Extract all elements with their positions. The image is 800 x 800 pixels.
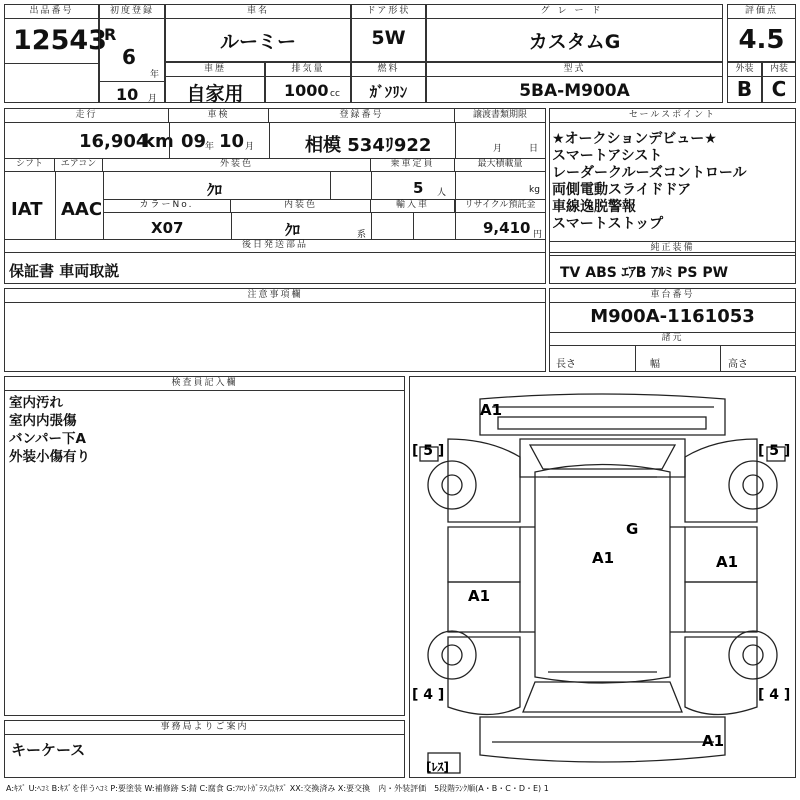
reg-number-label: 登録番号 [269, 109, 455, 123]
car-outline [410, 377, 795, 777]
sales-points-list [552, 131, 747, 233]
inspector-note: 室内汚れ [9, 395, 63, 411]
office-label: 事務局よりご案内 [5, 721, 404, 735]
displacement-box [265, 62, 351, 103]
inspection-month-unit: 月 [245, 142, 255, 152]
length-label: 長さ [556, 359, 576, 370]
model-box [426, 62, 723, 103]
inspection-year-unit: 年 [205, 142, 215, 152]
import-label: 輸入車 [371, 199, 455, 213]
max-load-label: 最大積載量 [455, 158, 545, 172]
later-parts: 保証書 車両取説 [9, 262, 120, 280]
history-label: 車歴 [166, 63, 264, 77]
year-unit: 年 [150, 70, 160, 80]
first-registration-box [99, 4, 165, 103]
door-box [351, 4, 426, 62]
exterior-label: 外装 [728, 63, 761, 77]
capacity: 5 [413, 179, 424, 197]
inspection-year: 09 [181, 131, 207, 152]
recycle-label: リサイクル預託金 [455, 199, 545, 213]
ac-label: エアコン [55, 158, 103, 172]
interior-color: ｸﾛ [285, 221, 301, 239]
sales-point-item: スマートストップ [552, 216, 664, 232]
interior-color-label: 内装色 [231, 199, 371, 213]
exterior-grade: B [736, 77, 753, 101]
equipment-box [549, 241, 796, 284]
displacement-label: 排気量 [266, 63, 350, 77]
shift-label: シフト [5, 158, 55, 172]
tire-front-left: [ 5 ] [412, 443, 445, 459]
max-load-unit: kg [529, 185, 540, 195]
sales-point-item: 両側電動スライドドア [552, 182, 692, 198]
height-label: 高さ [728, 359, 748, 370]
recycle-unit: 円 [533, 230, 543, 240]
capacity-label: 乗車定員 [371, 158, 455, 172]
notes-label: 注意事項欄 [5, 289, 545, 303]
exterior-box [727, 62, 762, 103]
equipment: TV ABS ｴｱB ｱﾙﾐ PS PW [560, 265, 729, 281]
first-registration-label: 初度登録 [100, 5, 164, 19]
inspection-month: 10 [219, 131, 245, 152]
displacement: 1000 [284, 81, 329, 100]
score: 4.5 [738, 25, 785, 55]
damage-mark-right-door: A1 [716, 553, 739, 571]
mileage: 16,904 [79, 131, 149, 152]
inspector-label: 検査員記入欄 [5, 377, 404, 391]
damage-mark-windshield: G [626, 520, 639, 538]
office-note: キーケース [11, 741, 86, 759]
score-label: 評価点 [728, 5, 795, 19]
transfer-doc-label: 譲渡書類期限 [455, 109, 545, 123]
width-label: 幅 [650, 359, 660, 370]
reg-year: 6 [122, 45, 136, 69]
fuel: ｶﾞｿﾘﾝ [369, 83, 408, 101]
damage-mark-rear-bumper: A1 [702, 732, 725, 750]
mileage-unit: km [143, 131, 174, 152]
inspector-note: 室内内張傷 [9, 413, 77, 429]
sales-point-item: レーダークルーズコントロール [552, 165, 747, 181]
tire-rear-left: [ 4 ] [412, 687, 445, 703]
later-parts-label: 後日発送部品 [5, 239, 545, 253]
car-name-box [165, 4, 351, 62]
history-box [165, 62, 265, 103]
damage-mark-roof: A1 [592, 549, 615, 567]
recycle-fee: 9,410 [483, 219, 531, 237]
sales-point-item: スマートアシスト [552, 148, 663, 164]
spare-tire: [ﾚｽ] [426, 760, 449, 774]
chassis-label: 車台番号 [550, 289, 795, 303]
inspector-note: 外装小傷有り [9, 449, 90, 465]
fuel-label: 燃料 [352, 63, 425, 77]
air-conditioner: AAC [61, 199, 103, 220]
grade-box [426, 4, 723, 62]
inspector-box [4, 376, 405, 716]
transfer-day-unit: 日 [529, 144, 539, 154]
notes-box [4, 288, 546, 372]
damage-mark-front-bumper: A1 [480, 401, 503, 419]
spec-label: 諸元 [550, 332, 795, 346]
reg-month: 10 [116, 85, 139, 104]
color-number: X07 [151, 219, 184, 237]
reg-number: 相模 534ﾘ922 [305, 135, 432, 156]
model: 5BA-M900A [519, 81, 630, 101]
interior-box [762, 62, 796, 103]
history: 自家用 [186, 83, 244, 105]
displacement-unit: cc [330, 89, 340, 99]
tire-front-right: [ 5 ] [758, 443, 791, 459]
legend: A:ｷｽﾞ U:ﾍｺﾐ B:ｷｽﾞを伴うﾍｺﾐ P:要塗装 W:補修跡 S:錆 C:腐食 G:ﾌﾛﾝﾄｶﾞﾗｽ点ｷｽﾞ XX:交換済み X:要交換 内・外装評価 5段階ﾗﾝｸ順(A・B・C・D・E) 1 [6, 784, 549, 793]
exterior-color: ｸﾛ [207, 181, 223, 199]
month-unit: 月 [148, 94, 158, 104]
damage-mark-left-rear: A1 [468, 587, 491, 605]
lot-number-label: 出品番号 [5, 5, 98, 19]
color-number-label: カラーNo. [103, 199, 231, 213]
capacity-unit: 人 [437, 188, 447, 198]
chassis-number: M900A-1161053 [590, 306, 755, 327]
tire-rear-right: [ 4 ] [758, 687, 791, 703]
model-label: 型式 [427, 63, 722, 77]
sales-points-label: セールスポイント [550, 109, 795, 123]
inspection-label: 車検 [169, 109, 269, 123]
equipment-label: 純正装備 [550, 242, 795, 256]
door-type: 5W [371, 27, 406, 49]
lot-number-box [4, 4, 107, 103]
shift: IAT [11, 199, 43, 220]
interior-color-unit: 系 [357, 230, 367, 240]
car-name-label: 車名 [166, 5, 350, 19]
sales-points-box [549, 108, 796, 253]
lot-number: 12543 [13, 25, 107, 56]
office-box [4, 720, 405, 778]
chassis-box [549, 288, 796, 372]
transfer-month-unit: 月 [493, 144, 503, 154]
car-name: ルーミー [219, 31, 296, 53]
door-label: ドア形状 [352, 5, 425, 19]
inspector-notes [9, 394, 90, 466]
mileage-label: 走行 [5, 109, 169, 123]
era: R [104, 25, 117, 44]
inspector-note: バンパー下A [9, 431, 87, 447]
sales-point-item: ★オークションデビュー★ [552, 131, 717, 147]
sales-point-item: 車線逸脱警報 [552, 199, 636, 215]
score-box [727, 4, 796, 62]
grade: カスタムG [528, 31, 621, 53]
grade-label: グレード [427, 5, 722, 19]
interior-grade: C [771, 77, 787, 101]
detail-block [4, 108, 546, 284]
exterior-color-label: 外装色 [103, 158, 371, 172]
car-diagram [409, 376, 796, 778]
fuel-box [351, 62, 426, 103]
interior-label: 内装 [763, 63, 795, 77]
